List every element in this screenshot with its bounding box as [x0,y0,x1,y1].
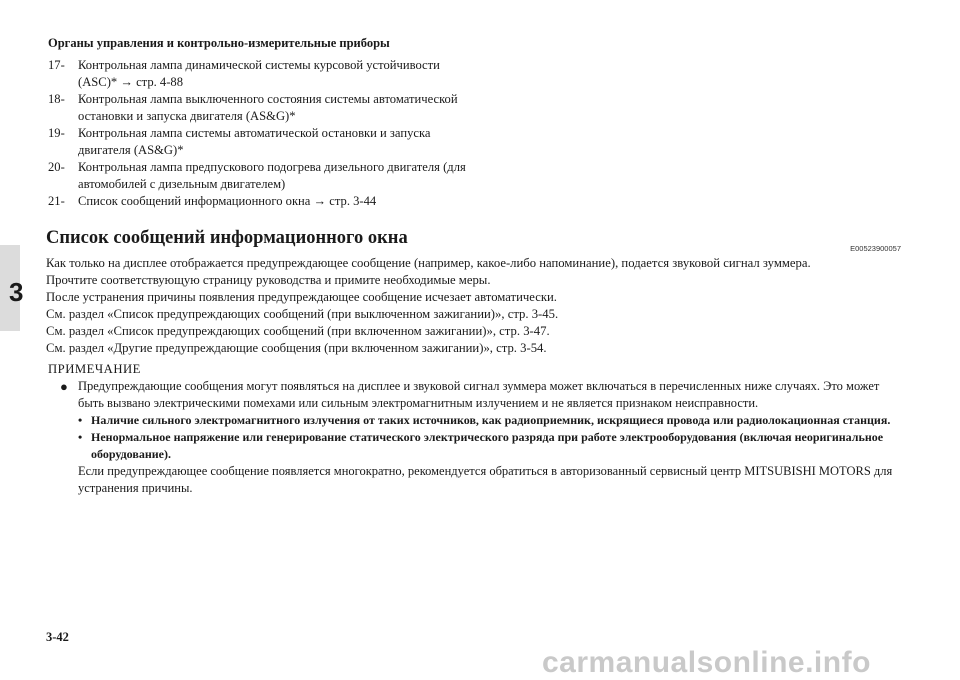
chapter-number: 3 [9,277,24,307]
note-sub-item-text: Ненормальное напряжение или генерирование статического электрического разряда при работе электрооборудования (включая неоригинальное оборудование). [91,430,884,461]
note-sub-item [78,429,905,463]
paragraph: См. раздел «Другие предупреждающие сообщения (при включенном зажигании)», стр. 3-54. [46,341,547,355]
item-number: 17- [48,58,65,72]
item-text: Контрольная лампа динамической системы курсовой устойчивости (ASC)* → стр. 4-88 [78,58,440,89]
item-text: Контрольная лампа предпускового подогрева дизельного двигателя (для автомобилей с дизельным двигателем) [78,160,466,191]
list-item [48,125,468,159]
item-text: Список сообщений информационного окна → стр. 3-44 [78,194,377,208]
paragraph: Как только на дисплее отображается предупреждающее сообщение (например, какое-либо напоминание), подается звуковой сигнал зуммера. [46,256,811,270]
paragraph: См. раздел «Список предупреждающих сообщений (при включенном зажигании)», стр. 3-47. [46,324,550,338]
watermark: carmanualsonline.info [542,646,871,679]
section-body [46,255,916,357]
list-item [48,159,468,193]
note-block [60,378,905,497]
note-title: ПРИМЕЧАНИЕ [48,362,141,376]
paragraph: Прочтите соответствующую страницу руководства и примите необходимые меры. [46,273,491,287]
note-sub-item-text: Наличие сильного электромагнитного излучения от таких источников, как радиоприемник, искрящиеся провода или радиолокационная станция. [91,413,891,427]
sub-bullet-icon: • [78,413,83,427]
indicator-list [48,57,468,210]
section-code: E00523900057 [850,244,901,253]
note-bullet [60,378,905,497]
list-item [48,57,468,91]
note-closing: Если предупреждающее сообщение появляется многократно, рекомендуется обратиться в авторизованный сервисный центр MITSUBISHI MOTORS для устранения причины. [78,464,893,495]
item-text: Контрольная лампа выключенного состояния системы автоматической остановки и запуска двигателя (AS&G)* [78,92,458,123]
item-number: 19- [48,126,65,140]
note-bullet-body [78,378,905,497]
item-number: 21- [48,194,65,208]
page-number: 3-42 [46,630,69,644]
paragraph: См. раздел «Список предупреждающих сообщений (при выключенном зажигании)», стр. 3-45. [46,307,559,321]
item-number: 20- [48,160,65,174]
list-item [48,91,468,125]
bullet-icon: ● [60,379,68,394]
note-sub-item [78,412,905,429]
section-title: Список сообщений информационного окна [46,228,408,248]
item-number: 18- [48,92,65,106]
item-text: Контрольная лампа системы автоматической остановки и запуска двигателя (AS&G)* [78,126,431,157]
list-item [48,193,468,210]
note-bullet-text: Предупреждающие сообщения могут появляться на дисплее и звуковой сигнал зуммера может включаться в перечисленных ниже случаях. Это может быть вызвано электрическими помехами или сильным электромагнитным излучением и не является признаком неисправности. [78,379,880,410]
running-header: Органы управления и контрольно-измерительные приборы [48,36,390,50]
paragraph: После устранения причины появления предупреждающее сообщение исчезает автоматически. [46,290,557,304]
sub-bullet-icon: • [78,430,83,444]
